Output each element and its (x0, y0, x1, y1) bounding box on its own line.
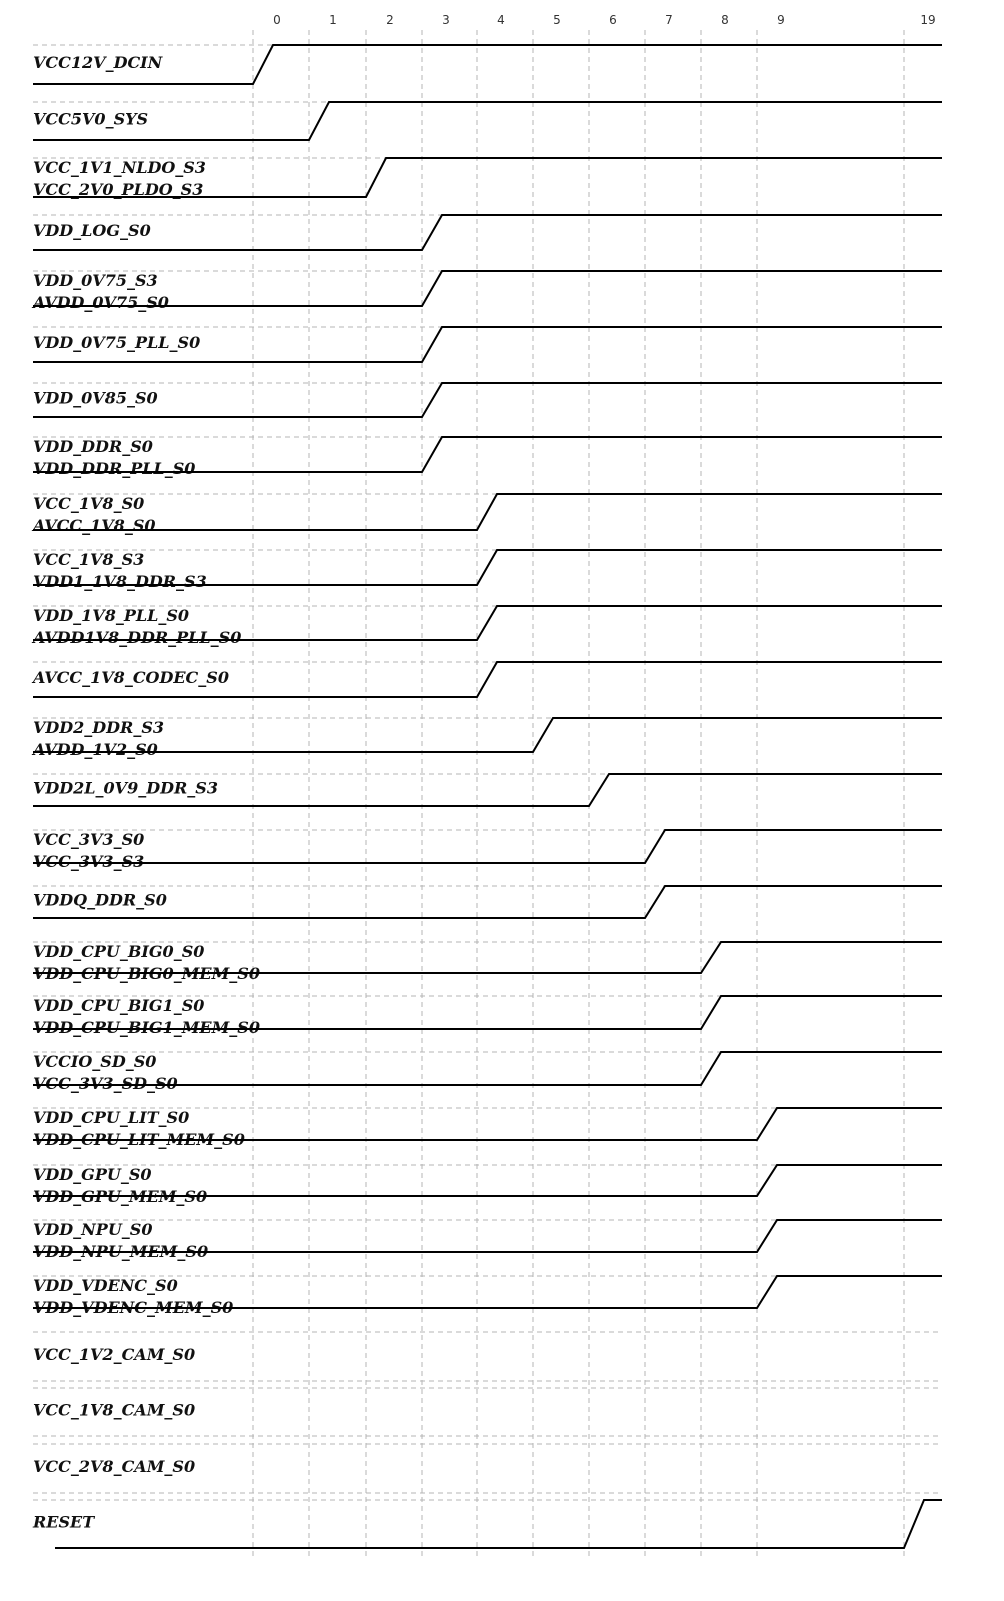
time-tick-label: 4 (497, 13, 505, 27)
signal-trace (33, 718, 942, 752)
signal-row (33, 383, 942, 417)
signal-label: VDD_0V75_S3 (33, 271, 158, 290)
signal-trace (33, 102, 942, 140)
signal-trace (33, 830, 942, 863)
signal-label: VDD_0V75_PLL_S0 (33, 333, 201, 352)
signal-label: AVDD_1V2_S0 (33, 740, 158, 759)
signal-label: VDD_NPU_MEM_S0 (33, 1242, 209, 1261)
signal-label: VDD_CPU_BIG0_MEM_S0 (33, 964, 260, 983)
signal-row (32, 1500, 942, 1548)
time-axis (273, 13, 935, 27)
signal-row (33, 996, 942, 1037)
signal-label: VDD_LOG_S0 (33, 221, 151, 240)
signal-trace (33, 271, 942, 306)
signal-label: VDD_CPU_BIG0_S0 (33, 942, 205, 961)
signal-label: VDD2_DDR_S3 (33, 718, 165, 737)
signal-label: AVDD_0V75_S0 (33, 293, 169, 312)
signal-label: VCC_1V8_CAM_S0 (33, 1400, 196, 1420)
signal-row (33, 942, 942, 983)
signal-row (31, 718, 942, 759)
signal-label: VDD2L_0V9_DDR_S3 (33, 778, 218, 798)
signal-label: VDD_VDENC_MEM_S0 (33, 1298, 234, 1317)
signal-trace (33, 215, 942, 250)
signal-row (33, 1276, 942, 1317)
signal-row (33, 437, 942, 478)
signal-row (31, 271, 942, 312)
time-tick-label: 2 (386, 13, 394, 27)
signal-row (33, 327, 942, 362)
signal-rows (31, 45, 942, 1548)
signal-trace (33, 383, 942, 417)
signal-label: VDD_NPU_S0 (33, 1220, 153, 1239)
signal-label: VCCIO_SD_S0 (33, 1052, 157, 1071)
time-tick-label: 7 (665, 13, 673, 27)
signal-row (33, 1401, 942, 1437)
signal-row (33, 774, 942, 806)
signal-label: VCC12V_DCIN (33, 53, 163, 72)
signal-label: VCC_1V2_CAM_S0 (33, 1345, 196, 1364)
signal-row (33, 1345, 942, 1381)
signal-row (31, 606, 942, 647)
time-tick-label: 9 (777, 13, 785, 27)
signal-trace (33, 494, 942, 530)
signal-row (33, 830, 942, 871)
signal-label: VDDQ_DDR_S0 (33, 890, 167, 910)
signal-row (33, 215, 942, 250)
signal-trace (55, 1500, 942, 1548)
signal-label: AVDD1V8_DDR_PLL_S0 (33, 628, 242, 647)
signal-label: VCC_2V0_PLDO_S3 (33, 180, 204, 199)
signal-label: RESET (33, 1512, 95, 1532)
time-tick-label: 6 (609, 13, 617, 27)
signal-row (33, 1457, 942, 1493)
signal-label: VDD_CPU_BIG1_MEM_S0 (33, 1018, 260, 1037)
signal-row (33, 158, 942, 199)
signal-label: VDD_DDR_S0 (33, 437, 153, 456)
signal-label: VDD_VDENC_S0 (33, 1276, 178, 1295)
signal-trace (33, 886, 942, 918)
signal-row (33, 45, 942, 84)
signal-trace (33, 45, 942, 84)
signal-label: VDD_GPU_MEM_S0 (33, 1187, 208, 1206)
signal-label: VCC_2V8_CAM_S0 (33, 1457, 196, 1476)
signal-row (33, 1108, 942, 1149)
time-tick-label: 3 (442, 13, 450, 27)
signal-label: VCC_1V8_S0 (33, 494, 145, 513)
signal-row (33, 102, 942, 140)
signal-label: VCC_3V3_SD_S0 (33, 1074, 178, 1093)
signal-label: VDD_CPU_LIT_MEM_S0 (33, 1130, 245, 1149)
signal-label: VCC5V0_SYS (33, 109, 149, 129)
time-tick-label: 8 (721, 13, 729, 27)
signal-label: VCC_3V3_S0 (33, 830, 145, 849)
signal-row (33, 550, 942, 591)
signal-label: VDD_DDR_PLL_S0 (33, 459, 196, 478)
signal-row (33, 886, 942, 918)
signal-label: VDD_CPU_BIG1_S0 (33, 996, 205, 1015)
signal-label: VDD_0V85_S0 (33, 388, 158, 408)
signal-row (33, 1165, 942, 1206)
time-tick-label: 5 (553, 13, 561, 27)
signal-label: VCC_3V3_S3 (33, 852, 145, 871)
signal-label: VDD_GPU_S0 (33, 1165, 152, 1184)
time-tick-label: 1 (329, 13, 337, 27)
signal-row (33, 1220, 942, 1261)
signal-label: AVCC_1V8_CODEC_S0 (33, 668, 229, 687)
signal-label: VDD1_1V8_DDR_S3 (33, 572, 207, 591)
signal-label: VCC_1V8_S3 (33, 550, 145, 569)
signal-row (33, 1052, 942, 1093)
signal-label: VDD_CPU_LIT_S0 (33, 1108, 190, 1127)
time-tick-label: 19 (920, 13, 936, 27)
signal-label: VCC_1V1_NLDO_S3 (33, 158, 206, 177)
signal-label: AVCC_1V8_S0 (33, 516, 156, 535)
signal-row (31, 662, 942, 697)
time-tick-label: 0 (273, 13, 281, 27)
signal-label: VDD_1V8_PLL_S0 (33, 606, 190, 625)
signal-row (31, 494, 942, 535)
